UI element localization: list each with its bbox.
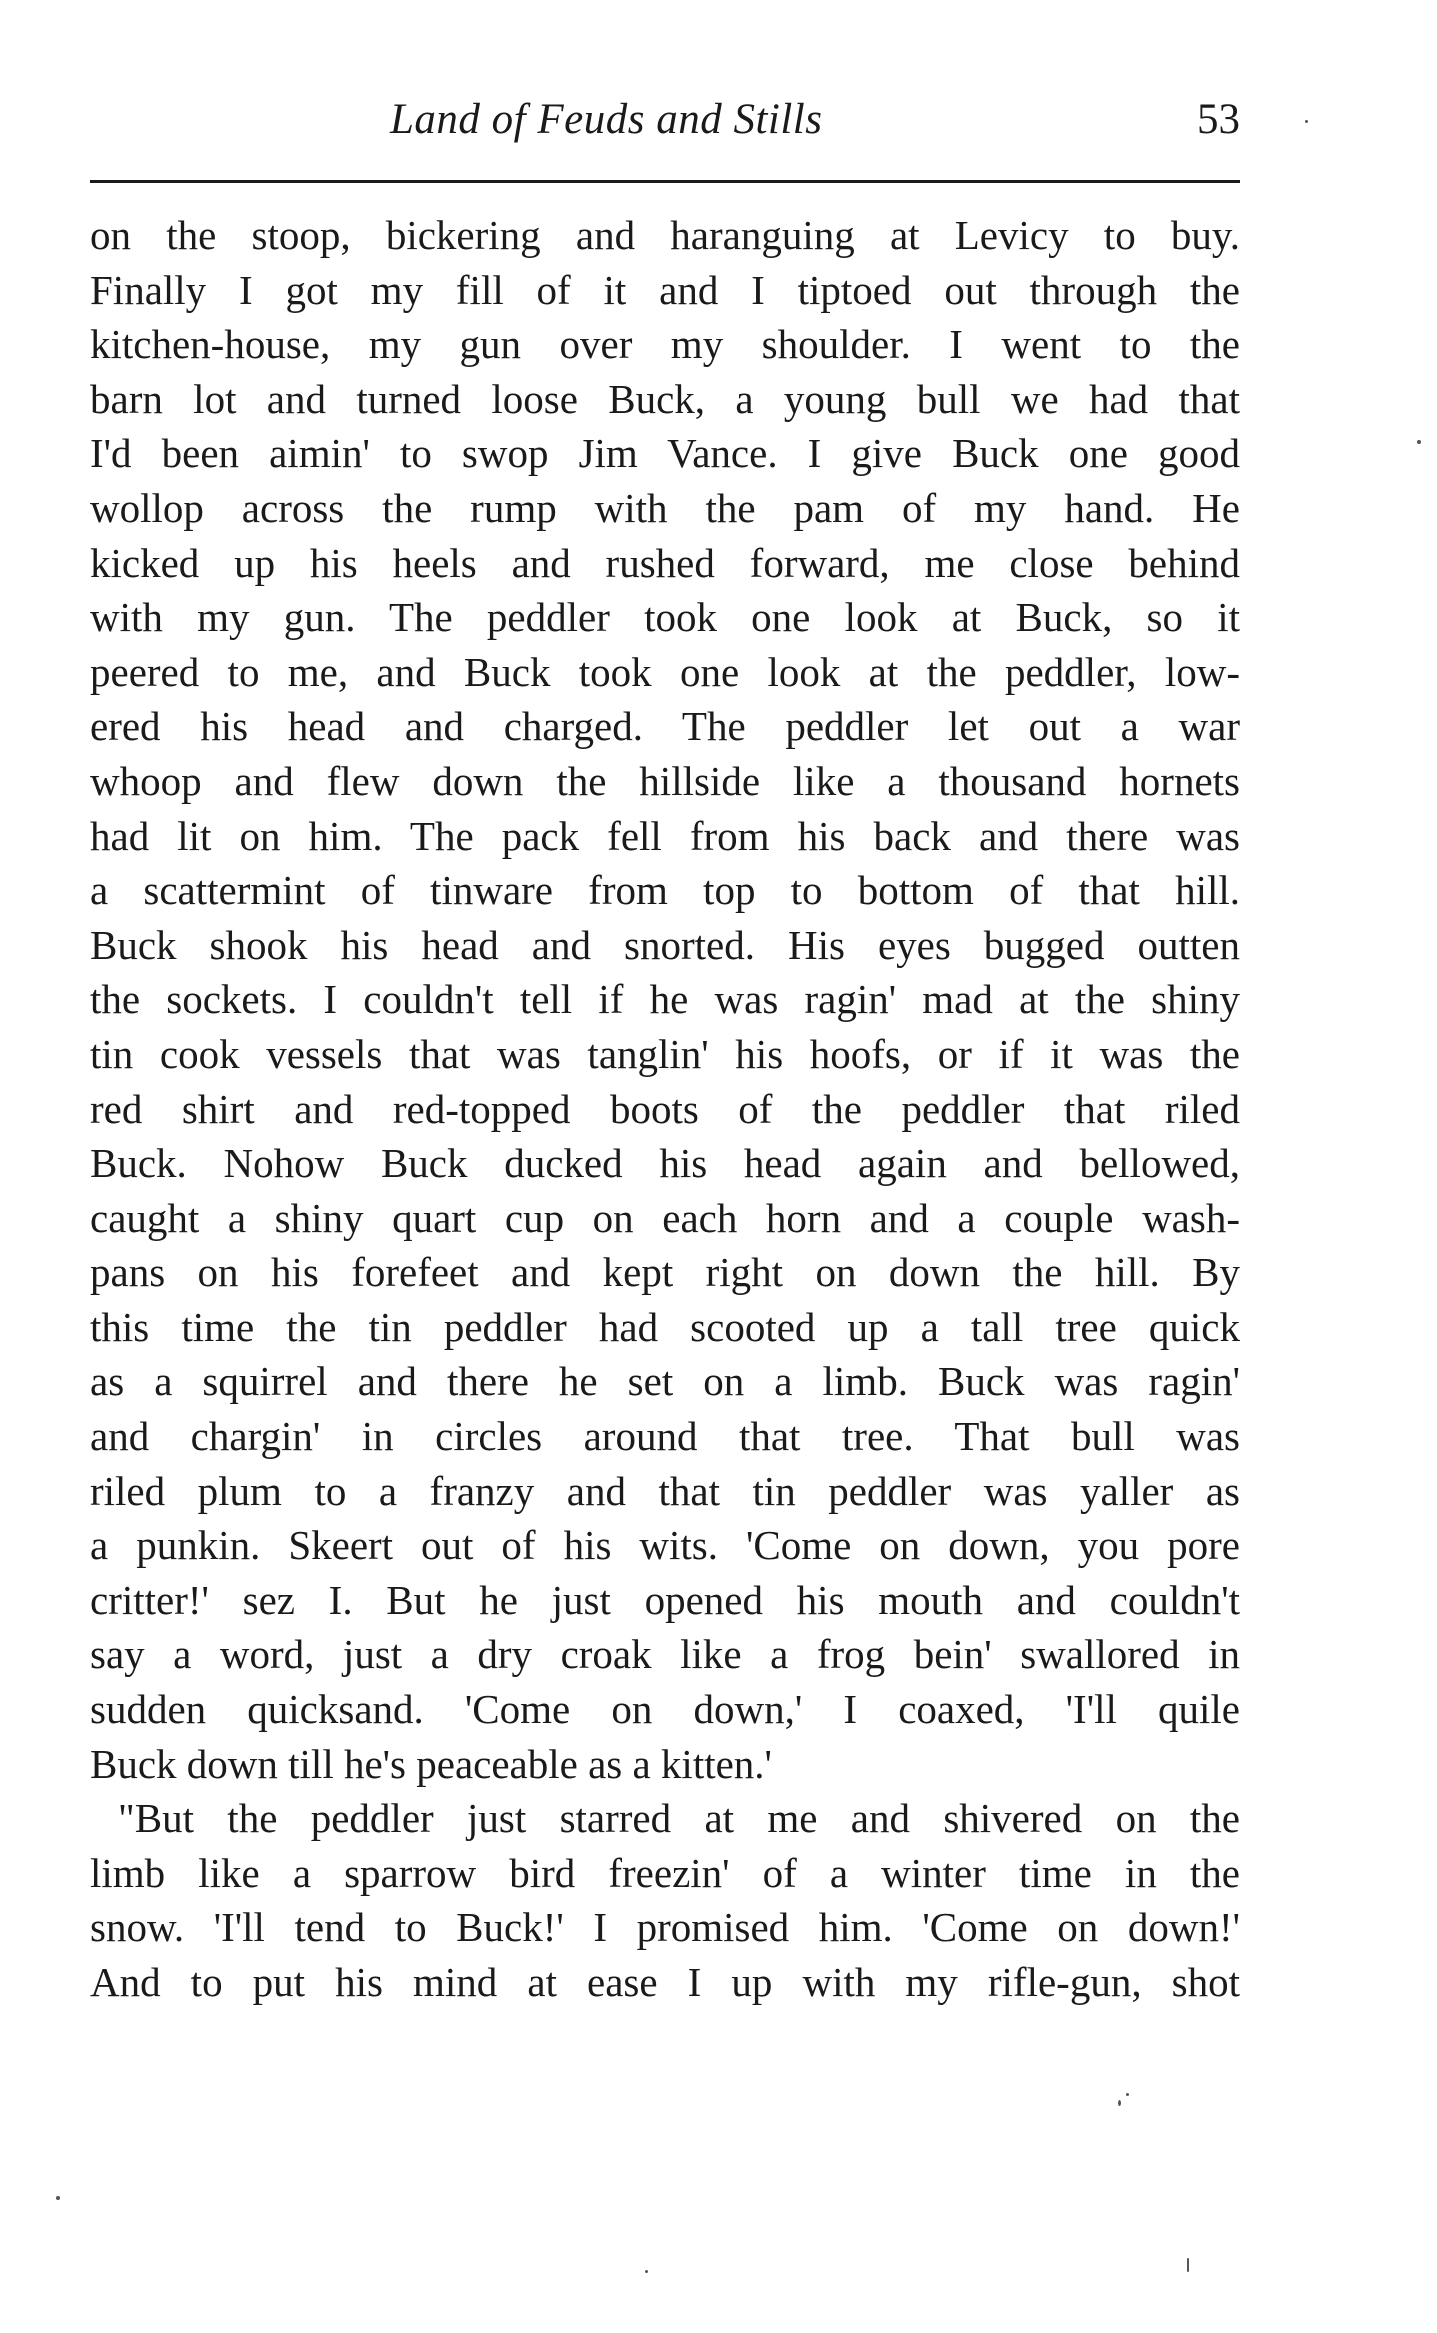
header-rule: [90, 180, 1240, 183]
text-line: a punkin. Skeert out of his wits. 'Come on down, you pore: [90, 1522, 1240, 1569]
text-line: wollop across the rump with the pam of my hand. He: [90, 484, 1240, 531]
text-line: say a word, just a dry croak like a frog bein' swallored in: [90, 1631, 1240, 1678]
text-line: barn lot and turned loose Buck, a young bull we had that: [90, 375, 1240, 422]
text-line: sudden quicksand. 'Come on down,' I coaxed, 'I'll quile: [90, 1686, 1240, 1733]
text-line: with my gun. The peddler took one look at Buck, so it: [90, 594, 1240, 641]
text-line: And to put his mind at ease I up with my rifle-gun, shot: [90, 1959, 1240, 2005]
text-line: I'd been aimin' to swop Jim Vance. I give Buck one good: [90, 430, 1240, 477]
text-line: kicked up his heels and rushed forward, me close behind: [90, 539, 1240, 586]
text-line: kitchen-house, my gun over my shoulder. I went to the: [90, 321, 1240, 368]
scan-speck: [645, 2270, 648, 2273]
text-line: a scattermint of tinware from top to bottom of that hill.: [90, 867, 1240, 914]
text-line: riled plum to a franzy and that tin peddler was yaller as: [90, 1467, 1240, 1514]
text-line: on the stoop, bickering and haranguing at Levicy to buy.: [90, 212, 1240, 258]
text-line: and chargin' in circles around that tree. That bull was: [90, 1413, 1240, 1460]
text-line: red shirt and red-topped boots of the peddler that riled: [90, 1085, 1240, 1132]
scan-speck: [56, 2196, 60, 2200]
text-line: "But the peddler just starred at me and shivered on the: [118, 1795, 1240, 1842]
page-number: 53: [1197, 96, 1240, 143]
text-line: whoop and flew down the hillside like a thousand hornets: [90, 757, 1240, 804]
text-line: snow. 'I'll tend to Buck!' I promised him. 'Come on down!': [90, 1904, 1240, 1951]
text-line: limb like a sparrow bird freezin' of a winter time in the: [90, 1849, 1240, 1896]
scan-speck: [1126, 2093, 1129, 2096]
scan-speck: [1118, 2100, 1121, 2106]
text-line: tin cook vessels that was tanglin' his hoofs, or if it was the: [90, 1030, 1240, 1077]
text-line: as a squirrel and there he set on a limb. Buck was ragin': [90, 1358, 1240, 1405]
text-line: Buck. Nohow Buck ducked his head again and bellowed,: [90, 1140, 1240, 1187]
text-line: Buck shook his head and snorted. His eyes bugged outten: [90, 921, 1240, 968]
text-line: ered his head and charged. The peddler let out a war: [90, 703, 1240, 750]
running-head: [90, 95, 1240, 155]
text-line: caught a shiny quart cup on each horn and a couple wash-: [90, 1194, 1240, 1241]
text-line: Finally I got my fill of it and I tiptoed out through the: [90, 266, 1240, 313]
body-text: [90, 208, 1240, 2010]
text-line: had lit on him. The pack fell from his back and there was: [90, 812, 1240, 859]
text-line: the sockets. I couldn't tell if he was ragin' mad at the shiny: [90, 976, 1240, 1023]
scan-speck: [1187, 2258, 1189, 2272]
text-line: pans on his forefeet and kept right on down the hill. By: [90, 1249, 1240, 1296]
scan-speck: [1417, 440, 1421, 444]
text-line: Buck down till he's peaceable as a kitten.': [90, 1740, 772, 1787]
running-title: Land of Feuds and Stills: [390, 96, 823, 143]
text-line: peered to me, and Buck took one look at the peddler, low-: [90, 648, 1240, 695]
text-line: critter!' sez I. But he just opened his mouth and couldn't: [90, 1576, 1240, 1623]
scan-speck: [1305, 120, 1308, 123]
text-line: this time the tin peddler had scooted up a tall tree quick: [90, 1303, 1240, 1350]
